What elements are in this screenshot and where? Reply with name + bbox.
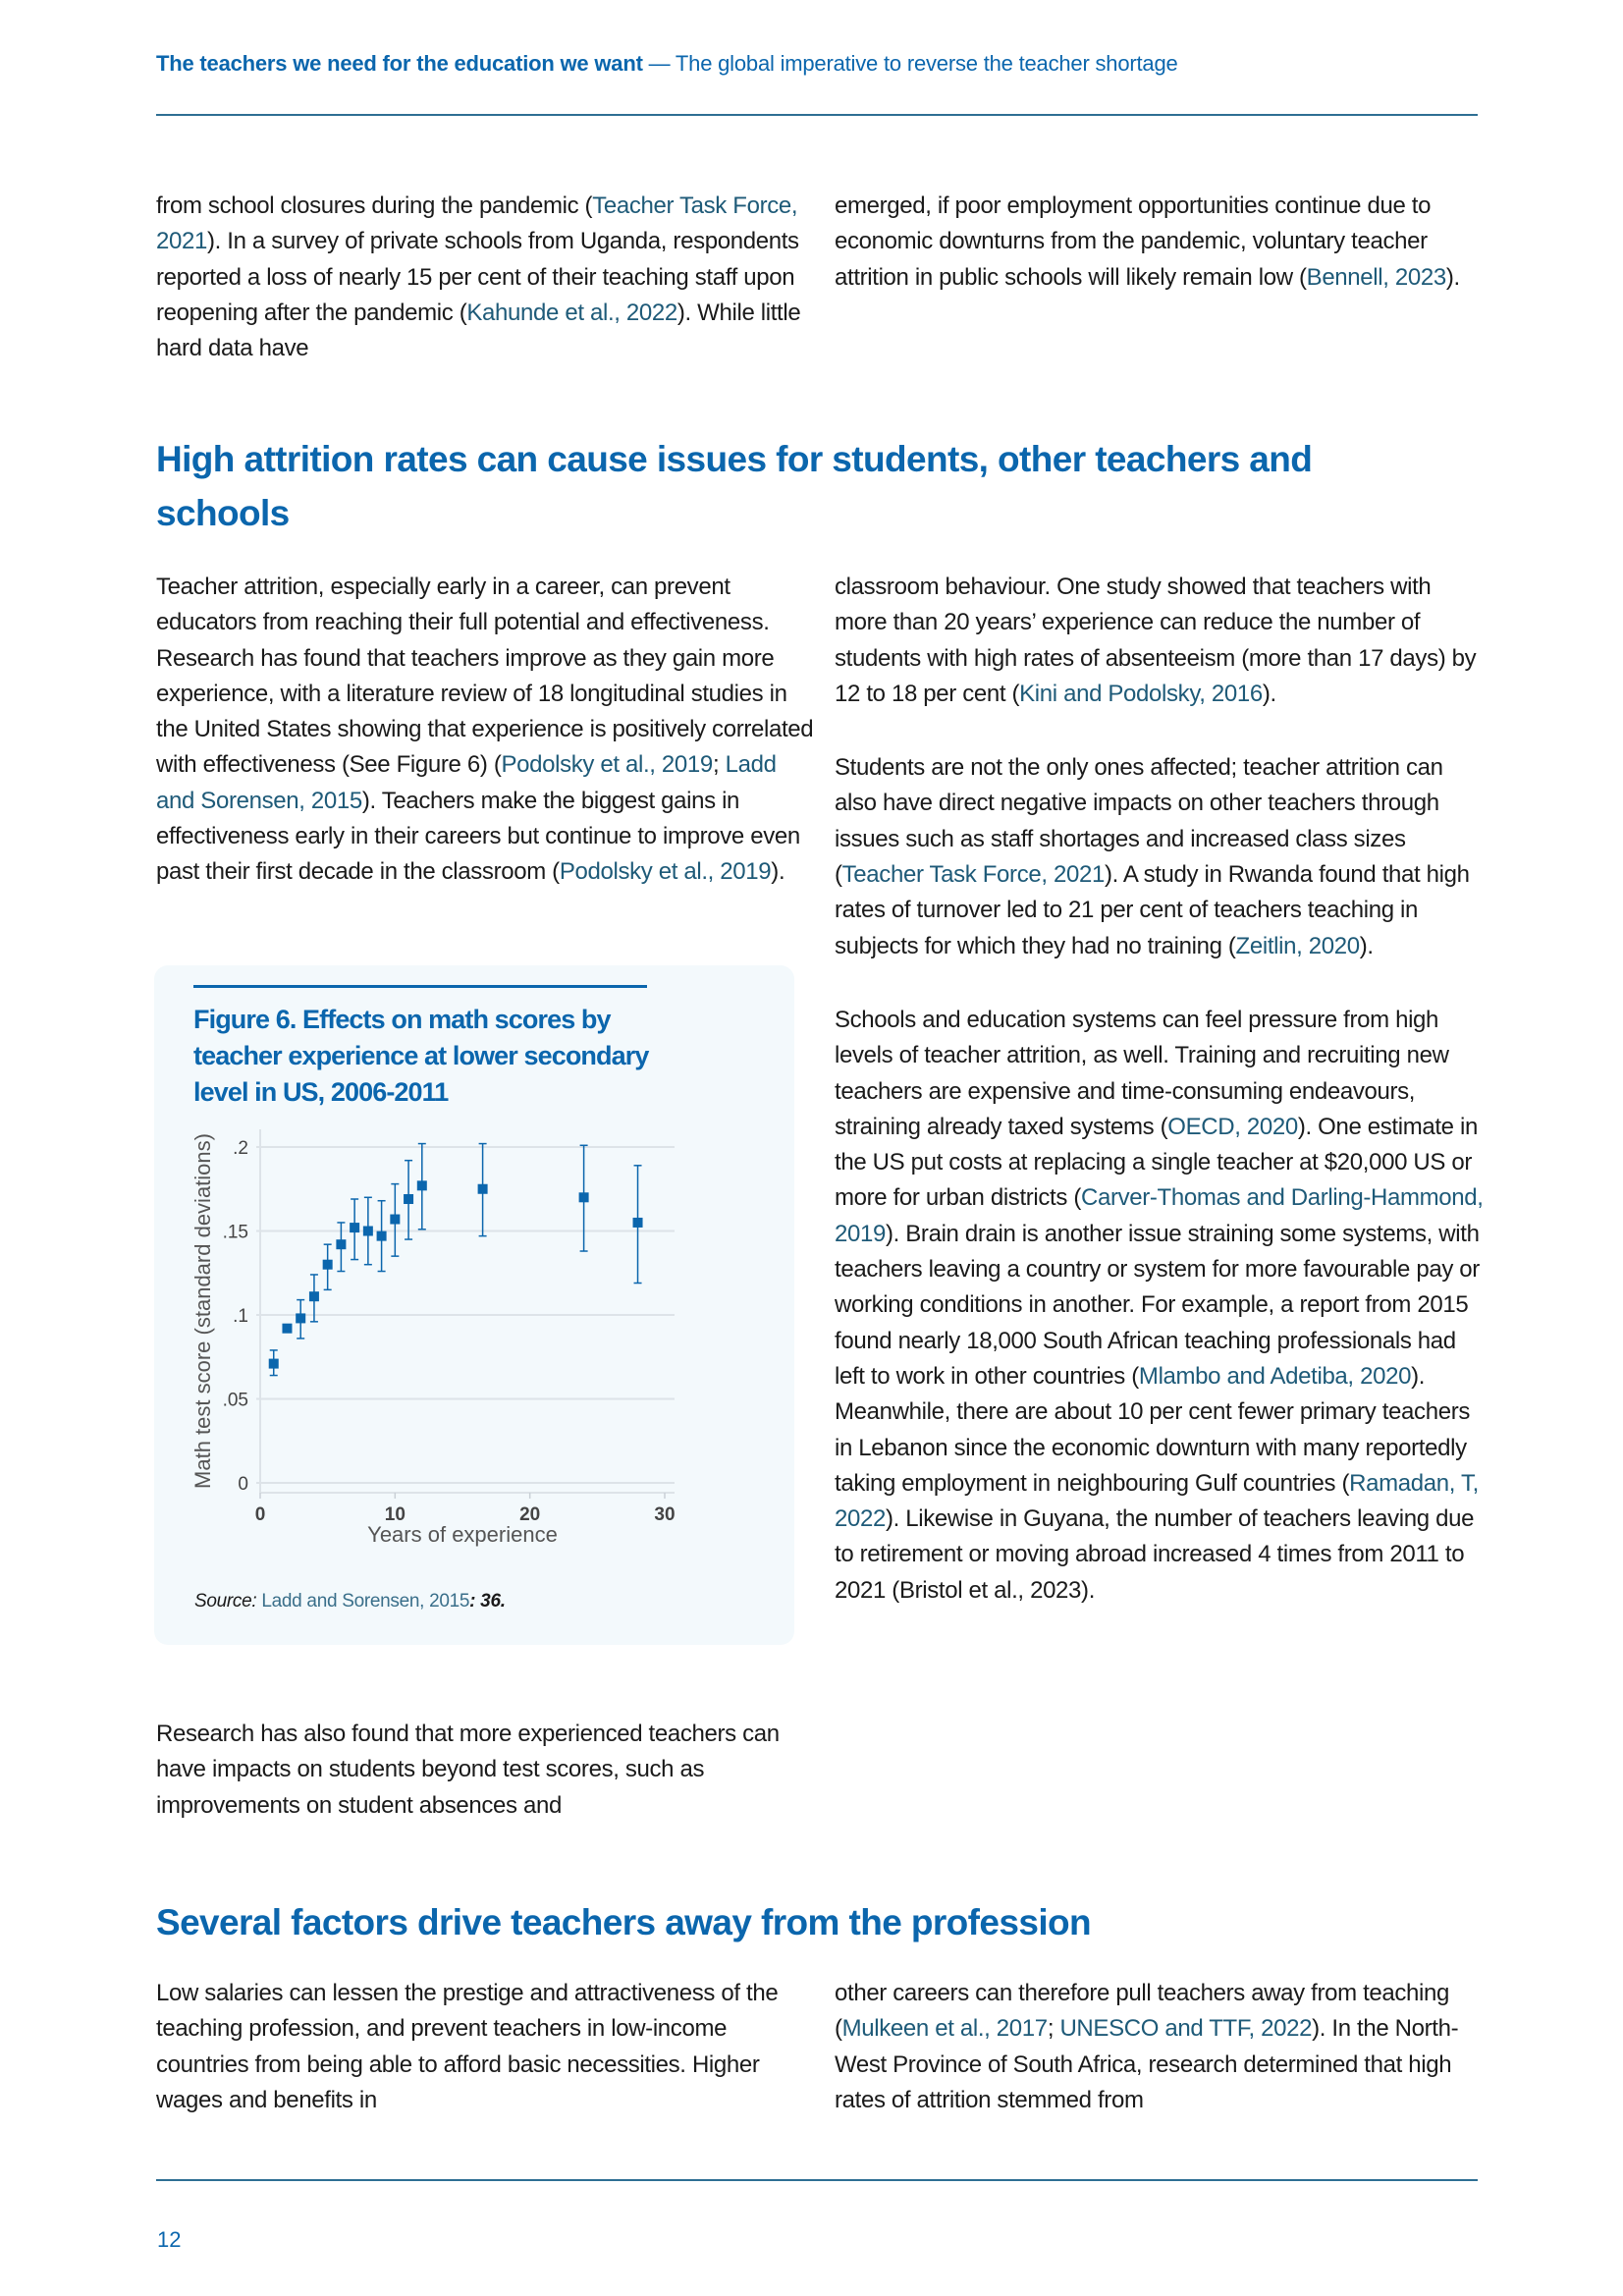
x-tick-label: 10 [384,1504,406,1525]
source-page: : 36. [469,1591,506,1612]
text-run: other careers can therefore pull teachers away from teaching ( [835,1980,1450,2043]
text-run: ; [1047,2015,1060,2043]
source-citation-link[interactable]: Ladd and Sorensen, 2015 [261,1591,470,1612]
text-run: Students are not the only ones affected; teacher attrition can also have direct negative impacts on other teachers through issues such as staff shortages and increased class sizes ( [835,754,1443,889]
text-run: Research has also found that more experienced teachers can have impacts on students beyond test scores, such as improvements on student absences and [156,1721,780,1819]
data-point [269,1350,279,1376]
citation-link[interactable]: Mlambo and Adetiba, 2020 [1138,1362,1412,1390]
data-point [404,1161,413,1239]
citation-link[interactable]: Bennell, 2023 [1306,263,1446,291]
y-tick-label: .15 [222,1222,248,1243]
citation-link[interactable]: Podolsky et al., 2019 [501,751,713,779]
x-tick-label: 30 [654,1504,676,1525]
data-point [363,1197,373,1264]
section1-left-continued [156,1717,814,1862]
section1-left-column [156,570,814,929]
data-point [377,1201,387,1272]
text-run: from school closures during the pandemic ( [156,192,593,219]
citation-link[interactable]: Teacher Task Force, 2021 [156,192,798,255]
text-run: ; [712,751,726,779]
y-tick-label: .1 [233,1306,248,1327]
data-point [417,1144,427,1230]
y-tick-label: .05 [222,1390,248,1411]
text-run: ). [771,858,785,886]
paragraph [156,1976,814,2118]
header-rule [156,114,1478,116]
figure-rule [193,985,647,988]
text-run: Schools and education systems can feel pressure from high levels of teacher attrition, as well. Training and recruiting new teachers are expensive and time-consuming endeavours, straining already taxed systems ( [835,1006,1449,1140]
data-point [296,1300,305,1339]
text-run: ). In a survey of private schools from Uganda, respondents reported a loss of nearly 15 per cent of their teaching staff upon reopening after the pandemic ( [156,228,799,326]
data-point [633,1166,643,1284]
intro-right-column [835,189,1488,334]
citation-link[interactable]: Podolsky et al., 2019 [559,858,772,886]
data-point [390,1184,400,1257]
x-tick-label: 0 [254,1504,266,1525]
citation-link[interactable]: UNESCO and TTF, 2022 [1059,2015,1313,2043]
data-point [350,1199,359,1260]
citation-link[interactable]: Kahunde et al., 2022 [466,299,677,326]
citation-link[interactable]: Teacher Task Force, 2021 [841,861,1105,889]
paragraph [156,1717,814,1824]
citation-link[interactable]: Carver-Thomas and Darling-Hammond, 2019 [835,1184,1484,1247]
citation-link[interactable]: Ladd and Sorensen, 2015 [156,751,777,814]
section-heading-attrition: High attrition rates can cause issues for students, other teachers and schools [156,439,1313,533]
text-run: ). Brain drain is another issue straining some systems, with teachers leaving a country or system for more favourable pay or working conditions in another. For example, a report from 2015 found nearly 18,000 South African teaching professionals had left to work in other countries ( [835,1220,1480,1390]
data-point [282,1324,292,1334]
section-heading-factors: Several factors drive teachers away from the profession [156,1902,1092,1942]
data-point [323,1244,333,1289]
source-label: Source: [194,1591,257,1612]
running-header [156,51,1178,77]
citation-link[interactable]: Ramadan, T, 2022 [835,1469,1479,1533]
text-run: ). [1359,932,1374,959]
text-run: ). One estimate in the US put costs at replacing a single teacher at $20,000 US or more for urban districts ( [835,1113,1478,1212]
paragraph [835,1976,1488,2118]
data-point [478,1144,488,1236]
citation-link[interactable]: Mulkeen et al., 2017 [841,2015,1048,2043]
chart-gridlines [256,1147,675,1483]
paragraph [835,570,1488,712]
text-run: ). While little hard data have [156,299,801,362]
intro-left-column [156,189,814,405]
text-run: ). [1262,680,1276,707]
text-run: ). Teachers make the biggest gains in effectiveness early in their careers but continue to improve even past their first decade in the classroom ( [156,787,800,886]
chart-data-points [269,1144,643,1376]
running-header-subtitle: — The global imperative to reverse the teacher shortage [642,51,1178,76]
x-axis-label: Years of experience [367,1522,558,1547]
section2-right-column [835,1976,1488,2157]
y-axis-label: Math test score (standard deviations) [190,1133,215,1489]
x-tick-label: 20 [519,1504,541,1525]
y-tick-label: .2 [233,1138,248,1159]
citation-link[interactable]: Zeitlin, 2020 [1235,932,1360,959]
running-header-title: The teachers we need for the education we want [156,51,643,76]
paragraph [156,570,814,891]
page-number: 12 [157,2227,182,2252]
figure-6-chart [154,1120,794,1561]
text-run: classroom behaviour. One study showed that teachers with more than 20 years’ experience can reduce the number of students with high rates of absenteeism (more than 17 days) by 12 to 18 per cent ( [835,574,1477,707]
footer-rule [156,2179,1478,2181]
paragraph [835,750,1488,964]
text-run: Low salaries can lessen the prestige and attractiveness of the teaching profession, and prevent teachers in low-income countries from being able to afford basic necessities. Higher wages and benefits in [156,1980,779,2113]
paragraph [156,189,814,366]
citation-link[interactable]: Kini and Podolsky, 2016 [1019,680,1263,707]
text-run: Teacher attrition, especially early in a career, can prevent educators from reaching their full potential and effectiveness. Research has found that teachers improve as they gain more experience, with a literature review of 18 longitudinal studies in the United States showing that experience is positively correlated with effectiveness (See Figure 6) ( [156,574,814,779]
text-run: ). Likewise in Guyana, the number of teachers leaving due to retirement or moving abroad increased 4 times from 2011 to 2021 (Bristol et al., 2023). [835,1505,1475,1604]
data-point [336,1223,346,1272]
y-tick-label: 0 [238,1474,248,1495]
section1-right-column [835,570,1488,1647]
text-run: ). In the North-West Province of South Africa, research determined that high rates of attrition stemmed from [835,2015,1459,2113]
section2-left-column [156,1976,814,2157]
paragraph [835,189,1488,296]
text-run: ). A study in Rwanda found that high rates of turnover led to 21 per cent of teachers teaching in subjects for which they had no training ( [835,861,1470,959]
text-run: emerged, if poor employment opportunities continue due to economic downturns from the pandemic, voluntary teacher attrition in public schools will likely remain low ( [835,192,1432,291]
text-run: ). Meanwhile, there are about 10 per cent fewer primary teachers in Lebanon since the economic downturn with many reportedly taking employment in neighbouring Gulf countries ( [835,1362,1470,1497]
data-point [579,1145,589,1251]
citation-link[interactable]: OECD, 2020 [1167,1113,1298,1140]
paragraph [835,1003,1488,1609]
figure-source [194,1591,506,1613]
figure-title: Figure 6. Effects on math scores by teacher experience at lower secondary level in US, 2006-2011 [193,1005,649,1107]
text-run: ). [1445,263,1460,291]
